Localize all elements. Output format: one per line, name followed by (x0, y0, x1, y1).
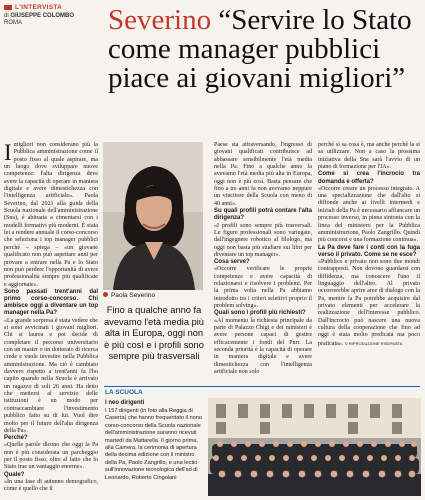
box-text: I 157 dirigenti (in foto alla Reggia di Caserta) che hanno frequentato il nono corso-concorso della Scuola nazionale dell'amministrazione saranno ricevuti martedì da Mattarella. Il giorno prima, alla Camera, la cerimonia di apertura della decima edizione con il ministro della Pa, Paolo Zangrillo, e una lectio sull'innovazione tecnologica dell'ad di Leonardo, Roberto Cingolani (105, 408, 203, 481)
answer: «Al momento la richiesta principale da parte di Palazzo Chigi e dei ministeri è avere persone capaci di gestire efficacemente i fondi del Pnrr. La seconda priorità è la capacità di operare in maniera digitale e avere dimestichezza con l'intelligenza artificiale non solo (214, 317, 312, 376)
answer: «Occorre creare un processo integrato. A una specializzazione che dall'alto si diffonde anche ai livelli intermedi e iniziali della Pa è necessario affiancare un processo inverso, in piena sintonia con la linea del ministero per la Pubblica amministrazione, Paolo Zangrillo. Quindi più concorsi e una formazione continua». (318, 185, 420, 244)
byline: di GIUSEPPE COLOMBO ROMA (4, 13, 75, 26)
answer: «La grande sorpresa è stata vedere che si sono avvicinati i giovani migliori. Chi si laurea e poi decide di completare il percorso universitario con un master o un dottorato di ricerca crede e vuole investire nella Pubblica amministrazione. Ma ciò è cambiato davvero rispetto a trent'anni fa l'ho capito quando nella Scuola è arrivato un ragazzo di soli 26 anni. Ha detto che mettersi al servizio delle istituzioni è un modo per contraccambiare l'investimento pubblico fatto su di lui. Vuol dire molto per il futuro dell'alta dirigenza della Pa». (4, 317, 98, 434)
kicker-marker (4, 5, 12, 10)
drop-cap: I (4, 140, 12, 165)
group-photo (208, 398, 421, 496)
copyright-note: © RIPRODUZIONE RISERVATA (344, 340, 403, 346)
answer: «Pubblico e privato non sono due mondi contrapposti. Non dovono guardarsi con diffidenza, ma conoscere l'uno il linguaggio dell'altro. Al privato occorrerebbe aprire aree di dialogo con la Pa, mentre la Pa potrebbe acquisire dal privato elementi per accelerare la realizzazione dell'interesse pubblico. Dall'incrocio può nascere una nuova cultura della cooperazione che fino ad oggi è stata molto predicata ma poco praticata». © RIPRODUZIONE RISERVATA (318, 258, 420, 347)
question: Quale? (4, 471, 25, 478)
question: Su quali profili potrà contare l'alta dirigenza? (214, 208, 312, 222)
article-paragraph: Paese sta attraversando, l'ingresso di giovani qualificati contribuisce ad abbassare sensibilmente l'età media nella Pa. Fino a qualche anno fa avevamo l'età media più alta in Europa, oggi non è più così. Basta pensare che fino a tre anni fa non avevamo neppure un vincitore della Scuola con meno di 40 anni». (214, 142, 312, 207)
question: Quali sono i profili più richiesti? (214, 310, 306, 317)
answer: «In una fase di autunno demografico, come è quello che il (4, 478, 98, 493)
portrait-photo (103, 142, 203, 290)
photo-caption: Paola Severino (103, 292, 155, 299)
caption-marker (103, 292, 108, 297)
headline: Severino “Servire lo Stato come manager pubblici piace ai giovani migliori” (108, 4, 412, 94)
question: Perché? (4, 435, 28, 442)
question: Come si crea l'incrocio tra domanda e offerta? (318, 171, 420, 185)
box-title: I neo dirigenti (105, 400, 145, 406)
answer: «Occorre verificare le proprie competenze e avere capacità di relazionarsi e risolvere i problemi. Per la prima volta nella Pa abbiamo introdotto tra i criteri selettivi proprio il problem solving». (214, 266, 312, 310)
section-label: LA SCUOLA (105, 389, 143, 396)
answer: «I profili sono sempre più trasversali. Le figure professionali sono variegate, dall'ingegnere robotico al filologo, ma oggi non basta più studiare sui libri per diventare un top manager». (214, 222, 312, 258)
question: Sono passati trent'anni dal primo corso-concorso. Chi ambisce oggi a diventare un top manager nella Pa? (4, 288, 98, 317)
pull-quote: Fino a qualche anno fa avevamo l'età media più alta in Europa, oggi non è più così e i profili sono sempre più trasversali (104, 305, 204, 361)
section-divider (104, 386, 420, 387)
article-column-4 (318, 142, 420, 348)
section-kicker: L'INTERVISTA (4, 4, 62, 11)
article-intro: Imigliori non considerano più la Pubblica amministrazione come il posto fisso al quale aspirare, ma un luogo dove sviluppare nuove competenze: l'alta dirigenza deve avere la capacità di operare in maniera digitale e avere dimestichezza con l'intelligenza artificiale». Paola Severino, dal 2021 alla guida della Scuola nazionale dell'amministrazione (Sna), è abituata a cimentarsi con i modelli formativi più moderni. È stata lei a rendere annuale il corso-concorso che seleziona i top manager pubblici perché – spiega – «un giovane qualificato non può aspettare anni per provare a entrare nella Pa e lo Stato non può perdere l'opportunità di avere professionalità sempre più qualificate e aggiornate». (4, 140, 98, 288)
question: La Pa deve fare i conti con la fuga verso il privato. Come se ne esce? (318, 244, 420, 258)
article-column-1 (4, 142, 98, 494)
answer: «Quelle parole dicono che oggi la Pa non è più considerata un parcheggio per il posto fisso, oltre al fatto che lo Stato trae un vantaggio enorme». (4, 442, 98, 471)
article-column-3 (214, 142, 312, 376)
question: Cosa serve? (214, 259, 250, 266)
article-paragraph: perché sì sa cosa è, ma anche perché la si sa utilizzare. Non a caso la prossima iniziativa della Sna sarà l'avvio di un piano di formazione per l'IA». (318, 142, 420, 171)
